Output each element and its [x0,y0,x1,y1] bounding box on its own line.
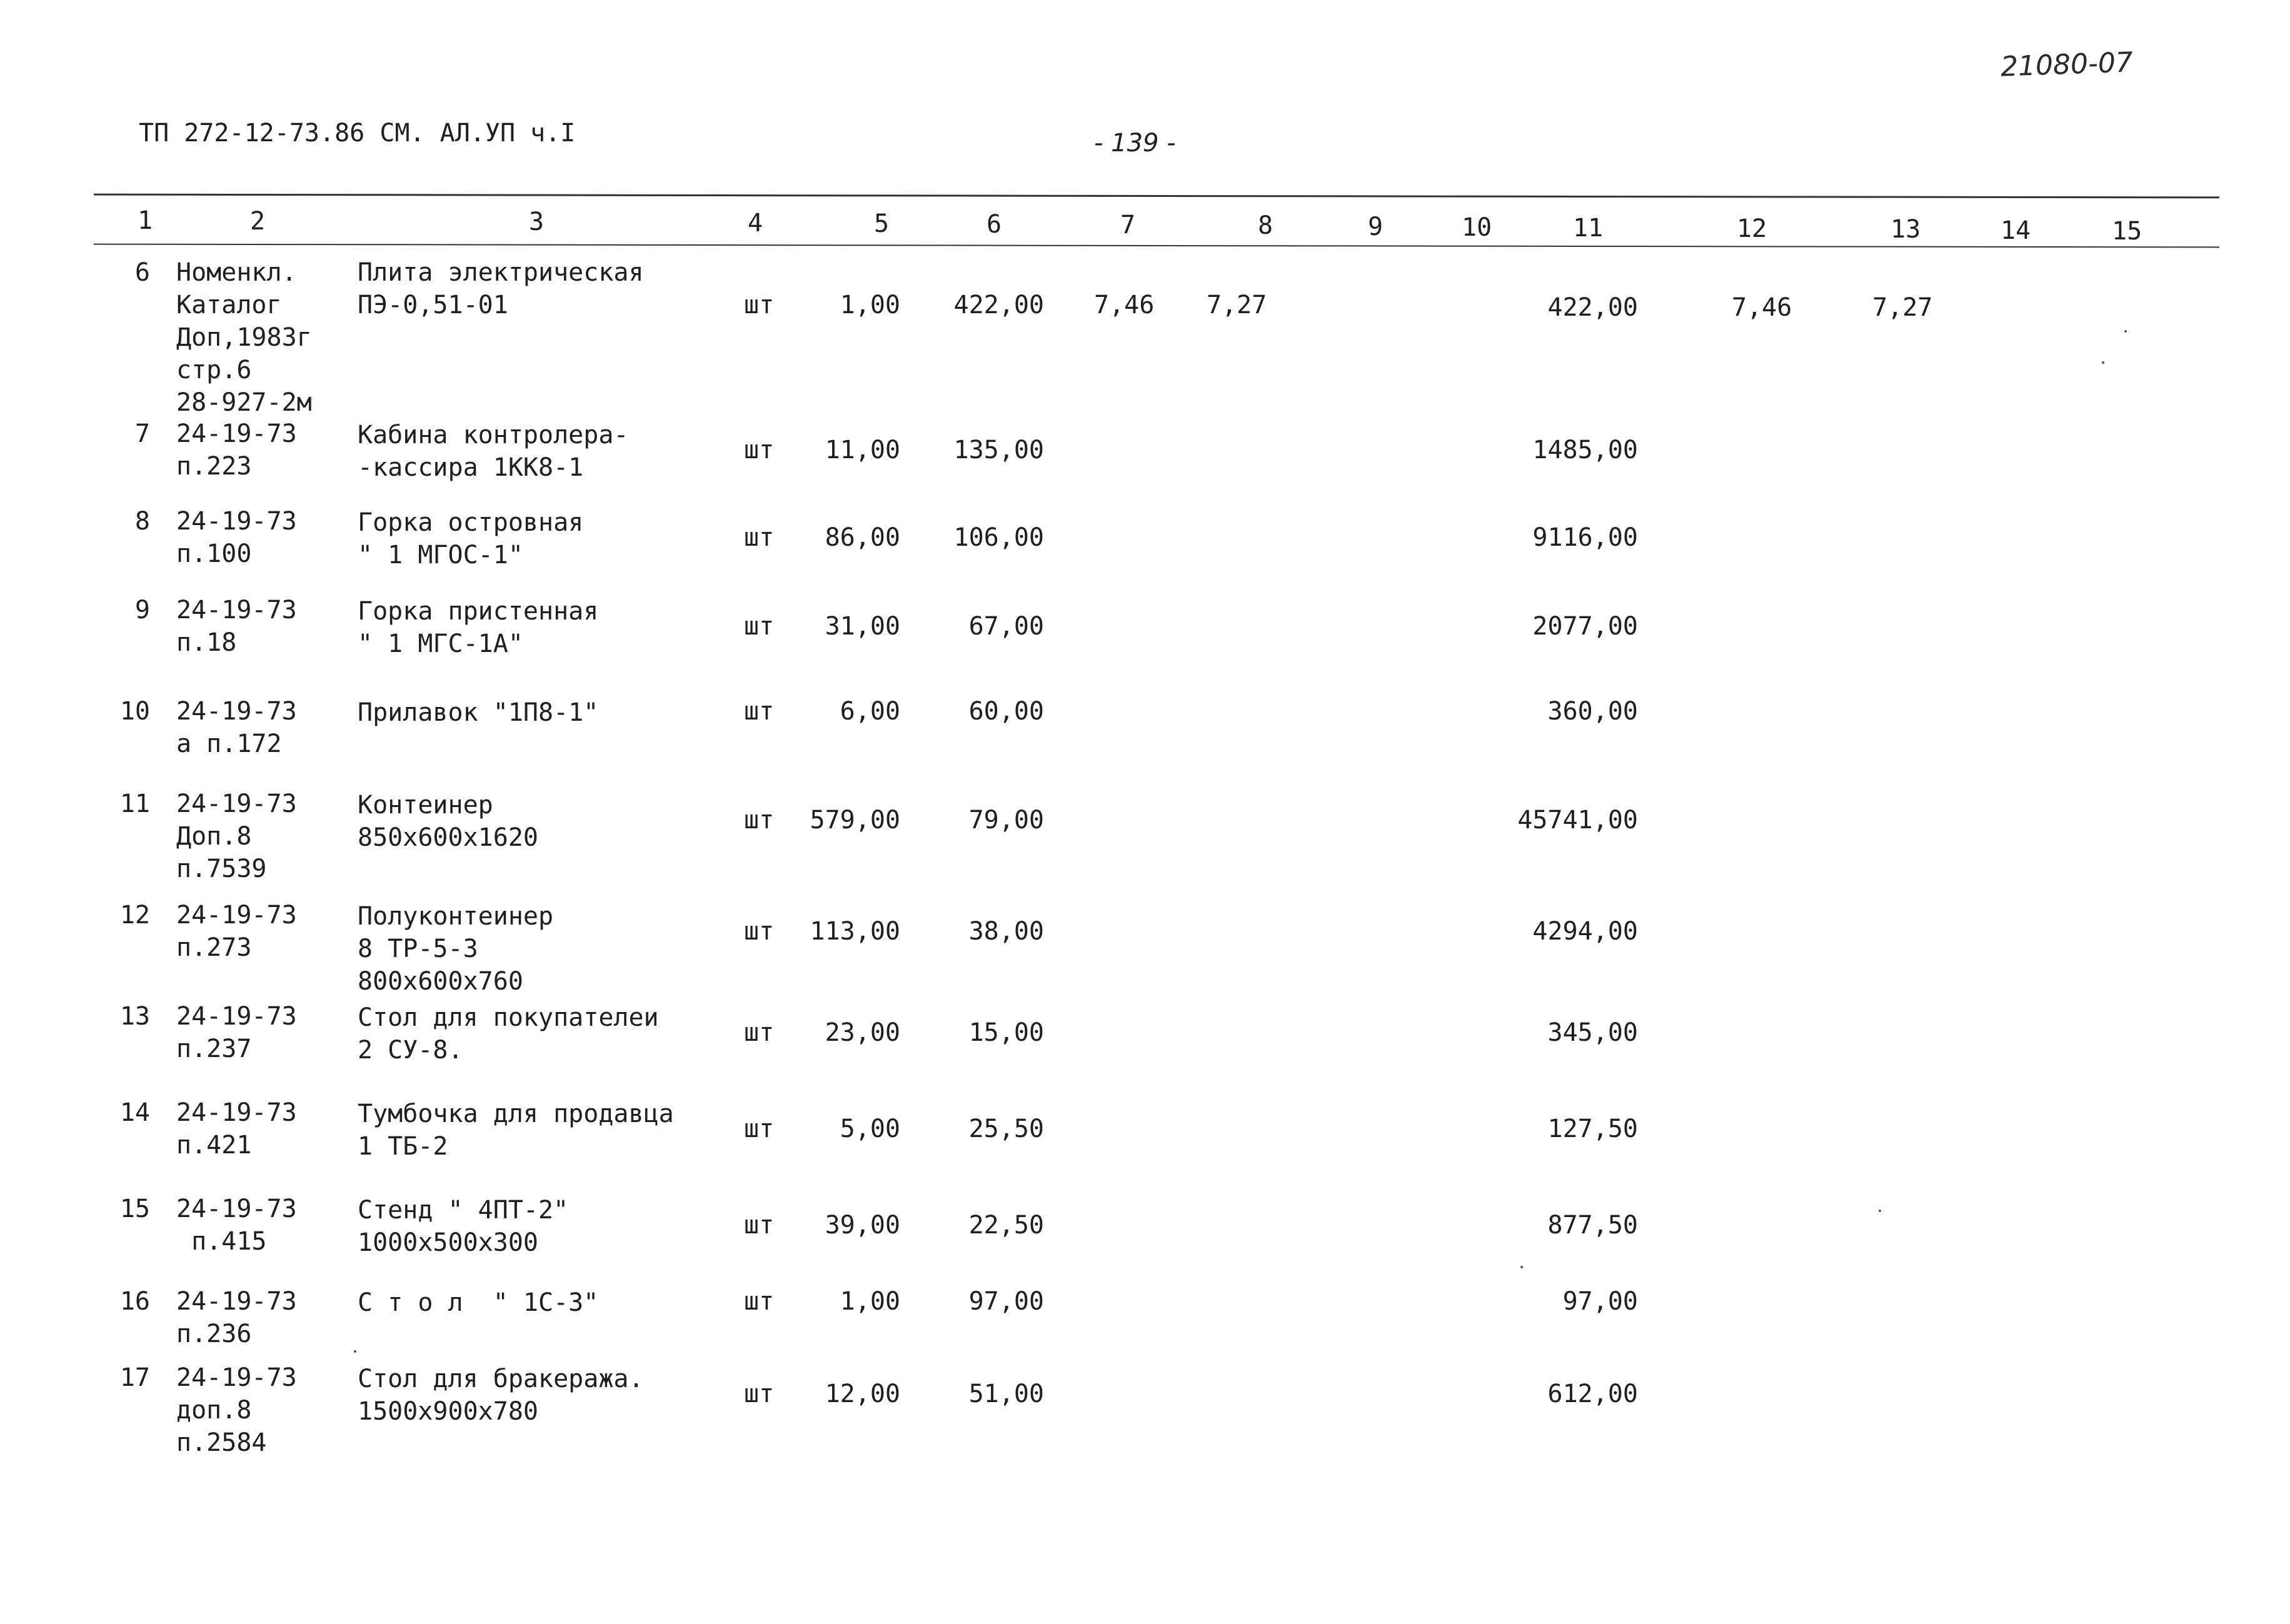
catalog-reference: 24-19-73 доп.8 п.2584 [176,1363,297,1457]
total-cost: 422,00 [1547,293,1638,322]
column-number-10: 10 [1462,213,1492,242]
catalog-reference: 24-19-73 п.273 [176,901,297,962]
total-cost: 9116,00 [1532,523,1638,552]
scan-speck [1879,1210,1881,1212]
column-number-4: 4 [748,208,763,238]
item-name: Полуконтеинер 8 ТР-5-3 800х600х760 [358,902,554,996]
table-top-rule [94,194,2219,199]
unit: шт [744,1115,775,1143]
unit-price: 60,00 [968,697,1044,726]
item-name: С т о л " 1С-3" [358,1288,599,1317]
column-number-6: 6 [987,210,1002,239]
total-cost: 2077,00 [1532,612,1638,641]
unit: шт [744,1211,775,1240]
quantity: 113,00 [810,917,900,946]
column-number-9: 9 [1368,212,1384,241]
row-number: 6 [134,258,150,287]
total-cost: 127,50 [1547,1115,1638,1143]
unit-price: 106,00 [953,523,1044,552]
quantity: 23,00 [825,1018,900,1047]
unit: шт [744,1380,775,1408]
catalog-reference: 24-19-73 п.415 [176,1195,297,1256]
catalog-reference: Номенкл. Каталог Доп,1983г стр.6 28-927-2м [176,258,312,417]
unit-price: 15,00 [968,1018,1044,1047]
column-number-1: 1 [138,206,153,235]
document-number: 21080-07 [2000,46,2134,83]
quantity: 1,00 [840,1287,900,1316]
project-code: ТП 272-12-73.86 СМ. АЛ.УП ч.I [139,119,576,148]
item-name: Кабина контролера- -кассира 1КК8-1 [358,421,629,482]
scan-speck [2124,330,2127,333]
row-number: 12 [119,901,150,930]
scan-speck [1520,1266,1523,1268]
row-number: 7 [134,419,150,448]
total-cost: 345,00 [1547,1018,1638,1047]
unit: шт [744,1018,775,1047]
item-name: Горка островная " 1 МГОС-1" [358,508,584,569]
unit-price: 38,00 [968,917,1044,946]
unit: шт [744,806,775,835]
unit-price: 22,50 [968,1211,1044,1240]
catalog-reference: 24-19-73 п.421 [176,1098,297,1160]
column-number-8: 8 [1258,211,1273,241]
unit: шт [744,612,775,641]
quantity: 579,00 [810,806,900,835]
table-header-rule [94,244,2219,248]
column-number-2: 2 [250,207,266,236]
unit: шт [744,291,775,319]
item-name: Контеинер 850х600х1620 [358,791,538,852]
scan-speck [2102,361,2104,364]
quantity: 31,00 [825,612,900,641]
column-number-14: 14 [2001,216,2031,245]
unit: шт [744,436,775,464]
catalog-reference: 24-19-73 п.236 [176,1287,297,1348]
total-cost: 45741,00 [1517,806,1638,835]
item-name: Стол для покупателеи 2 СУ-8. [358,1003,659,1065]
column-number-15: 15 [2112,216,2142,246]
row-number: 8 [134,507,150,536]
quantity: 11,00 [825,436,900,464]
quantity: 39,00 [825,1211,900,1240]
row-number: 9 [134,596,150,624]
unit: шт [744,1287,775,1316]
scan-speck [354,1350,356,1353]
catalog-reference: 24-19-73 п.237 [176,1002,297,1063]
catalog-reference: 24-19-73 а п.172 [176,697,297,758]
row-number: 15 [119,1195,150,1223]
col12-value: 7,46 [1732,293,1792,322]
unit-price: 25,50 [968,1115,1044,1143]
row-number: 13 [119,1002,150,1031]
row-number: 17 [119,1363,150,1392]
unit-price: 67,00 [968,612,1044,641]
column-number-3: 3 [529,208,545,237]
quantity: 12,00 [825,1380,900,1408]
col7-value: 7,46 [1094,291,1155,319]
total-cost: 877,50 [1547,1211,1638,1240]
item-name: Прилавок "1П8-1" [358,698,599,727]
row-number: 14 [119,1098,150,1127]
item-name: Тумбочка для продавца 1 ТБ-2 [358,1100,674,1161]
col13-value: 7,27 [1872,293,1933,322]
catalog-reference: 24-19-73 п.100 [176,507,297,568]
quantity: 1,00 [840,291,900,319]
item-name: Горка пристенная " 1 МГС-1А" [358,597,599,658]
column-number-5: 5 [874,209,890,238]
item-name: Стенд " 4ПТ-2" 1000х500х300 [358,1196,569,1257]
column-number-12: 12 [1737,214,1767,244]
catalog-reference: 24-19-73 п.18 [176,596,297,657]
unit-price: 51,00 [968,1380,1044,1408]
unit-price: 79,00 [968,806,1044,835]
item-name: Плита электрическая ПЭ-0,51-01 [358,258,644,319]
total-cost: 97,00 [1562,1287,1638,1316]
unit: шт [744,523,775,552]
column-number-13: 13 [1891,215,1921,244]
column-number-11: 11 [1573,214,1604,243]
total-cost: 360,00 [1547,697,1638,726]
row-number: 11 [119,789,150,818]
catalog-reference: 24-19-73 Доп.8 п.7539 [176,789,297,883]
unit: шт [744,697,775,726]
unit-price: 135,00 [953,436,1044,464]
quantity: 6,00 [840,697,900,726]
item-name: Стол для бракеража. 1500х900х780 [358,1365,644,1426]
unit: шт [744,917,775,946]
col8-value: 7,27 [1207,291,1267,319]
unit-price: 422,00 [953,291,1044,319]
row-number: 10 [119,697,150,726]
column-number-7: 7 [1120,211,1136,240]
total-cost: 612,00 [1547,1380,1638,1408]
page-number: - 139 - [1094,129,1176,158]
row-number: 16 [119,1287,150,1316]
catalog-reference: 24-19-73 п.223 [176,419,297,481]
total-cost: 4294,00 [1532,917,1638,946]
unit-price: 97,00 [968,1287,1044,1316]
total-cost: 1485,00 [1532,436,1638,464]
quantity: 86,00 [825,523,900,552]
quantity: 5,00 [840,1115,900,1143]
